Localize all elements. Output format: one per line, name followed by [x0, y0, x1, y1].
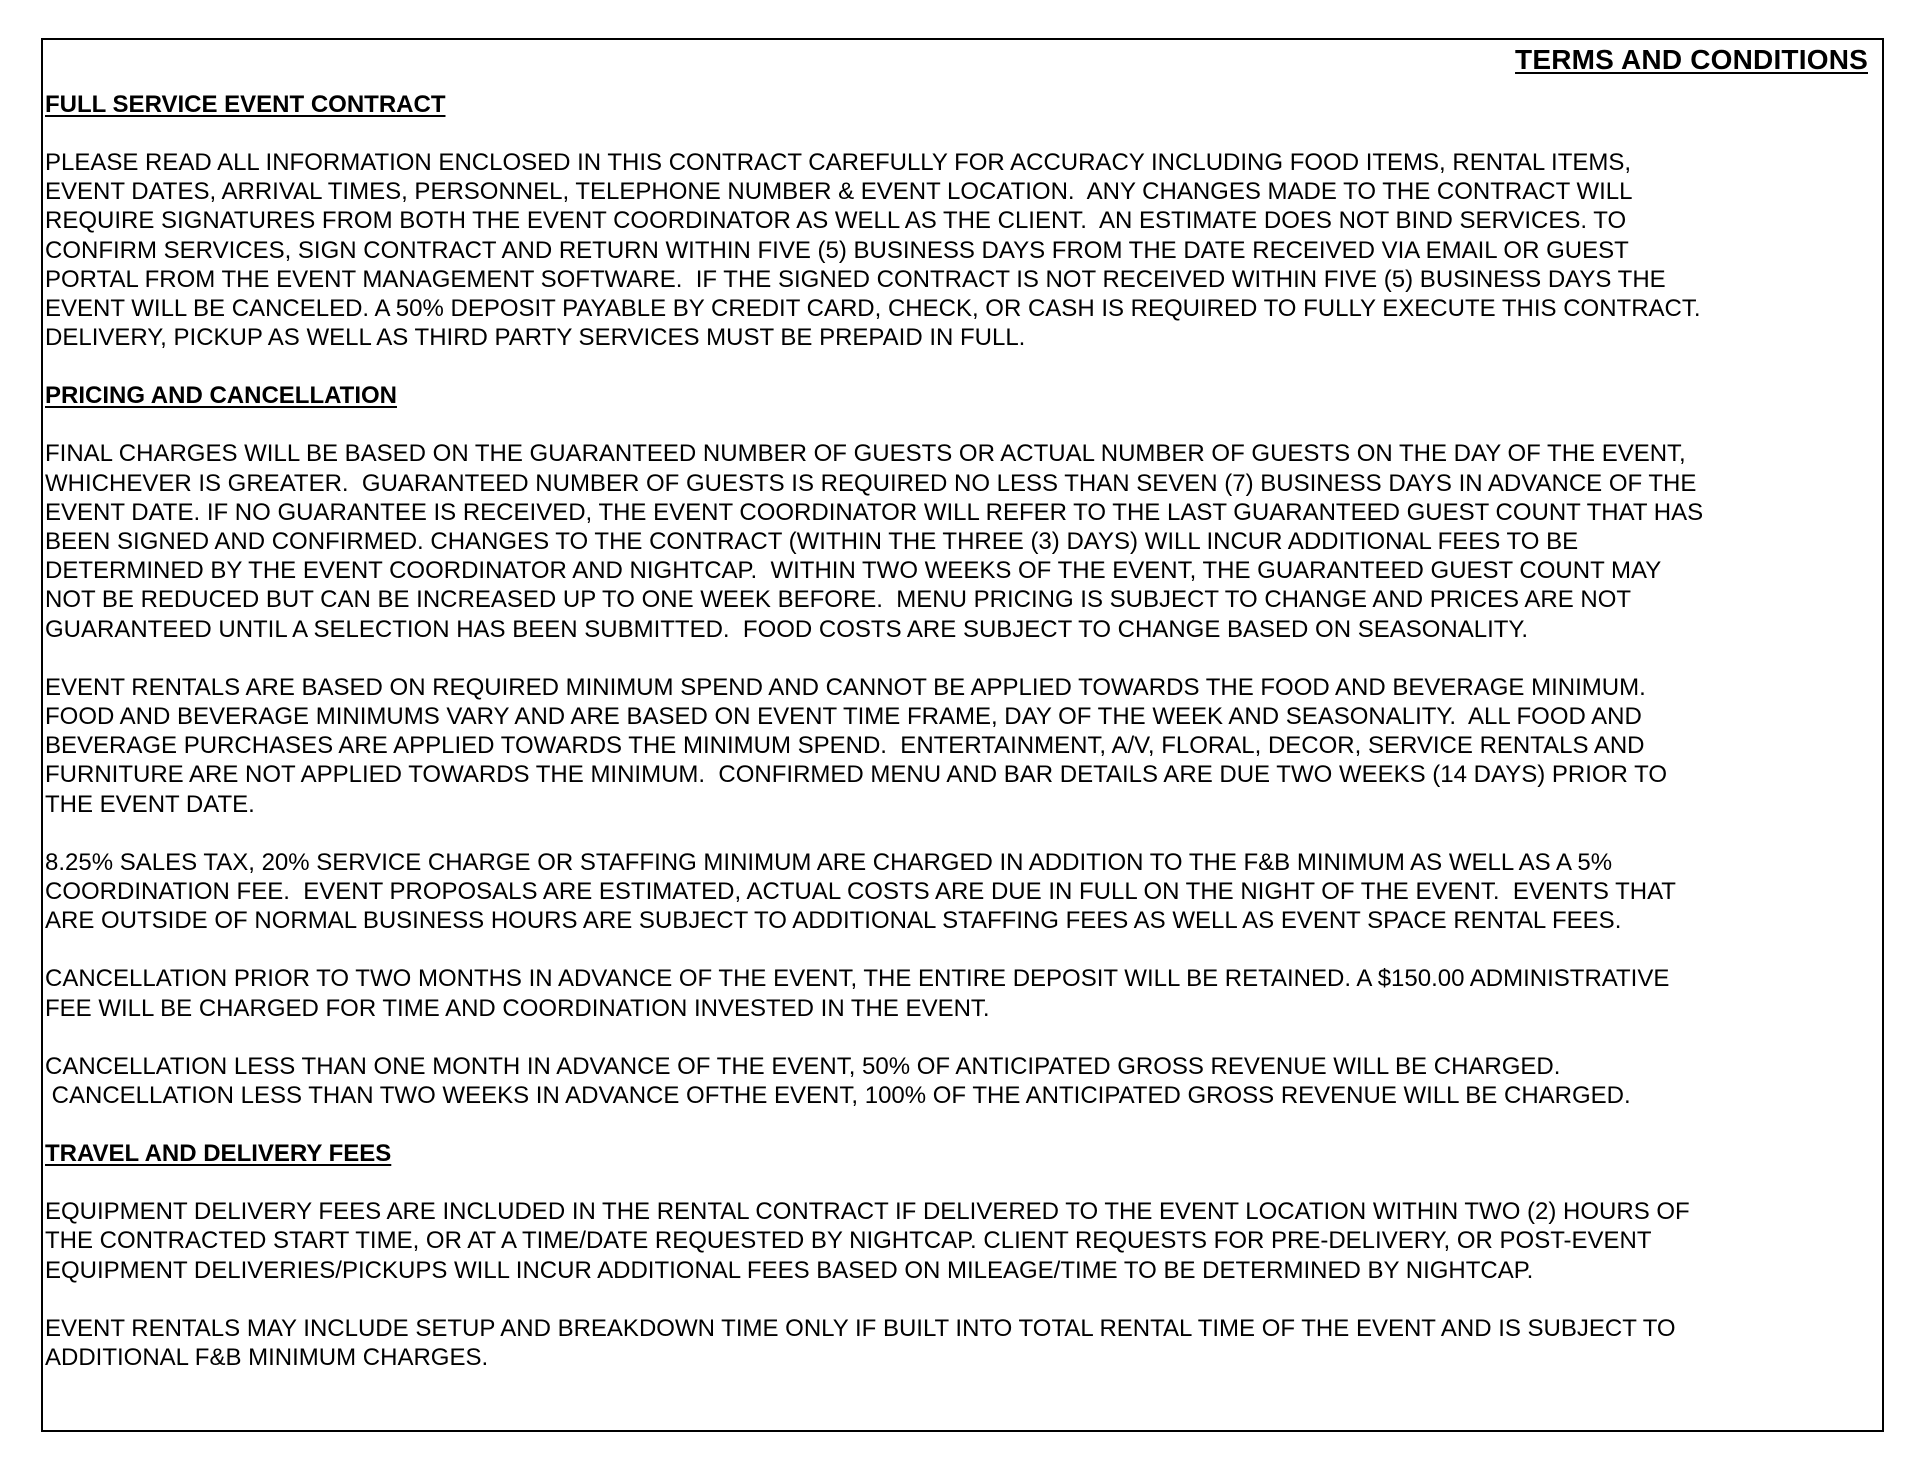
- text-line: THE CONTRACTED START TIME, OR AT A TIME/DATE REQUESTED BY NIGHTCAP. CLIENT REQUESTS FOR PRE-DELIVERY, OR POST-EVENT: [45, 1227, 1652, 1255]
- spacer: [45, 819, 1880, 848]
- text-line: BEEN SIGNED AND CONFIRMED. CHANGES TO THE CONTRACT (WITHIN THE THREE (3) DAYS) WILL INCUR ADDITIONAL FEES TO BE: [45, 528, 1579, 556]
- paragraph-tax-service-charge: [45, 848, 1880, 936]
- document-title: TERMS AND CONDITIONS: [1515, 44, 1868, 75]
- text-line: DELIVERY, PICKUP AS WELL AS THIRD PARTY SERVICES MUST BE PREPAID IN FULL.: [45, 324, 1026, 352]
- text-line: FINAL CHARGES WILL BE BASED ON THE GUARANTEED NUMBER OF GUESTS OR ACTUAL NUMBER OF GUESTS ON THE DAY OF THE EVENT,: [45, 440, 1686, 468]
- spacer: [45, 1110, 1880, 1139]
- text-line: EVENT RENTALS MAY INCLUDE SETUP AND BREAKDOWN TIME ONLY IF BUILT INTO TOTAL RENTAL TIME OF THE EVENT AND IS SUBJECT TO: [45, 1314, 1676, 1342]
- spacer: [45, 352, 1880, 381]
- text-line: BEVERAGE PURCHASES ARE APPLIED TOWARDS THE MINIMUM SPEND. ENTERTAINMENT, A/V, FLORAL, DECOR, SERVICE RENTALS AND: [45, 732, 1645, 760]
- text-line: EQUIPMENT DELIVERIES/PICKUPS WILL INCUR ADDITIONAL FEES BASED ON MILEAGE/TIME TO BE DETERMINED BY NIGHTCAP.: [45, 1256, 1534, 1284]
- spacer: [45, 644, 1880, 673]
- text-line: EVENT DATE. IF NO GUARANTEE IS RECEIVED, THE EVENT COORDINATOR WILL REFER TO THE LAST GUARANTEED GUEST COUNT THAT HAS: [45, 498, 1704, 526]
- text-line: CANCELLATION LESS THAN TWO WEEKS IN ADVANCE OFTHE EVENT, 100% OF THE ANTICIPATED GROSS REVENUE WILL BE CHARGED.: [45, 1082, 1631, 1110]
- spacer: [45, 119, 1880, 148]
- text-line: DETERMINED BY THE EVENT COORDINATOR AND NIGHTCAP. WITHIN TWO WEEKS OF THE EVENT, THE GUARANTEED GUEST COUNT MAY: [45, 557, 1662, 585]
- text-line: CANCELLATION LESS THAN ONE MONTH IN ADVANCE OF THE EVENT, 50% OF ANTICIPATED GROSS REVENUE WILL BE CHARGED.: [45, 1052, 1561, 1080]
- paragraph-cancellation-two-months: [45, 964, 1880, 1022]
- paragraph-event-rentals-minimum: [45, 673, 1880, 819]
- text-line: REQUIRE SIGNATURES FROM BOTH THE EVENT COORDINATOR AS WELL AS THE CLIENT. AN ESTIMATE DOES NOT BIND SERVICES. TO: [45, 207, 1627, 235]
- text-line: EVENT DATES, ARRIVAL TIMES, PERSONNEL, TELEPHONE NUMBER & EVENT LOCATION. ANY CHANGES MADE TO THE CONTRACT WILL: [45, 178, 1633, 206]
- section-heading-travel-delivery: TRAVEL AND DELIVERY FEES: [45, 1140, 392, 1168]
- paragraph-final-charges: [45, 439, 1880, 643]
- text-line: COORDINATION FEE. EVENT PROPOSALS ARE ESTIMATED, ACTUAL COSTS ARE DUE IN FULL ON THE NIGHT OF THE EVENT. EVENTS THAT: [45, 878, 1676, 906]
- paragraph-equipment-delivery: [45, 1197, 1880, 1285]
- text-line: NOT BE REDUCED BUT CAN BE INCREASED UP TO ONE WEEK BEFORE. MENU PRICING IS SUBJECT TO CHANGE AND PRICES ARE NOT: [45, 586, 1632, 614]
- terms-document-frame: [41, 38, 1884, 1432]
- spacer: [45, 1285, 1880, 1314]
- text-line: CANCELLATION PRIOR TO TWO MONTHS IN ADVANCE OF THE EVENT, THE ENTIRE DEPOSIT WILL BE RETAINED. A $150.00 ADMINISTRATIVE: [45, 965, 1670, 993]
- text-line: EVENT WILL BE CANCELED. A 50% DEPOSIT PAYABLE BY CREDIT CARD, CHECK, OR CASH IS REQUIRED TO FULLY EXECUTE THIS CONTRACT.: [45, 295, 1701, 323]
- text-line: FURNITURE ARE NOT APPLIED TOWARDS THE MINIMUM. CONFIRMED MENU AND BAR DETAILS ARE DUE TWO WEEKS (14 DAYS) PRIOR TO: [45, 761, 1668, 789]
- spacer: [45, 935, 1880, 964]
- text-line: 8.25% SALES TAX, 20% SERVICE CHARGE OR STAFFING MINIMUM ARE CHARGED IN ADDITION TO THE F&B MINIMUM AS WELL AS A 5%: [45, 848, 1613, 876]
- text-line: EVENT RENTALS ARE BASED ON REQUIRED MINIMUM SPEND AND CANNOT BE APPLIED TOWARDS THE FOOD AND BEVERAGE MINIMUM.: [45, 673, 1646, 701]
- paragraph-setup-breakdown: [45, 1314, 1880, 1372]
- text-line: THE EVENT DATE.: [45, 790, 255, 818]
- text-line: ADDITIONAL F&B MINIMUM CHARGES.: [45, 1344, 489, 1372]
- terms-content: [45, 90, 1880, 1372]
- text-line: FEE WILL BE CHARGED FOR TIME AND COORDINATION INVESTED IN THE EVENT.: [45, 994, 990, 1022]
- section-heading-full-service: FULL SERVICE EVENT CONTRACT: [45, 91, 446, 118]
- text-line: FOOD AND BEVERAGE MINIMUMS VARY AND ARE BASED ON EVENT TIME FRAME, DAY OF THE WEEK AND SEASONALITY. ALL FOOD AND: [45, 703, 1642, 731]
- paragraph-cancellation-short-notice: [45, 1052, 1880, 1110]
- paragraph-contract-confirmation: [45, 148, 1880, 352]
- text-line: GUARANTEED UNTIL A SELECTION HAS BEEN SUBMITTED. FOOD COSTS ARE SUBJECT TO CHANGE BASED ON SEASONALITY.: [45, 615, 1528, 643]
- text-line: ARE OUTSIDE OF NORMAL BUSINESS HOURS ARE SUBJECT TO ADDITIONAL STAFFING FEES AS WELL AS EVENT SPACE RENTAL FEES.: [45, 907, 1622, 935]
- text-line: WHICHEVER IS GREATER. GUARANTEED NUMBER OF GUESTS IS REQUIRED NO LESS THAN SEVEN (7) BUSINESS DAYS IN ADVANCE OF THE: [45, 469, 1697, 497]
- text-line: CONFIRM SERVICES, SIGN CONTRACT AND RETURN WITHIN FIVE (5) BUSINESS DAYS FROM THE DATE RECEIVED VIA EMAIL OR GUEST: [45, 236, 1629, 264]
- spacer: [45, 1023, 1880, 1052]
- text-line: EQUIPMENT DELIVERY FEES ARE INCLUDED IN THE RENTAL CONTRACT IF DELIVERED TO THE EVENT LOCATION WITHIN TWO (2) HOURS OF: [45, 1198, 1690, 1226]
- spacer: [45, 1168, 1880, 1197]
- spacer: [45, 410, 1880, 439]
- text-line: PLEASE READ ALL INFORMATION ENCLOSED IN THIS CONTRACT CAREFULLY FOR ACCURACY INCLUDING FOOD ITEMS, RENTAL ITEMS,: [45, 149, 1632, 176]
- text-line: PORTAL FROM THE EVENT MANAGEMENT SOFTWARE. IF THE SIGNED CONTRACT IS NOT RECEIVED WITHIN FIVE (5) BUSINESS DAYS THE: [45, 265, 1666, 293]
- section-heading-pricing-cancellation: PRICING AND CANCELLATION: [45, 382, 397, 410]
